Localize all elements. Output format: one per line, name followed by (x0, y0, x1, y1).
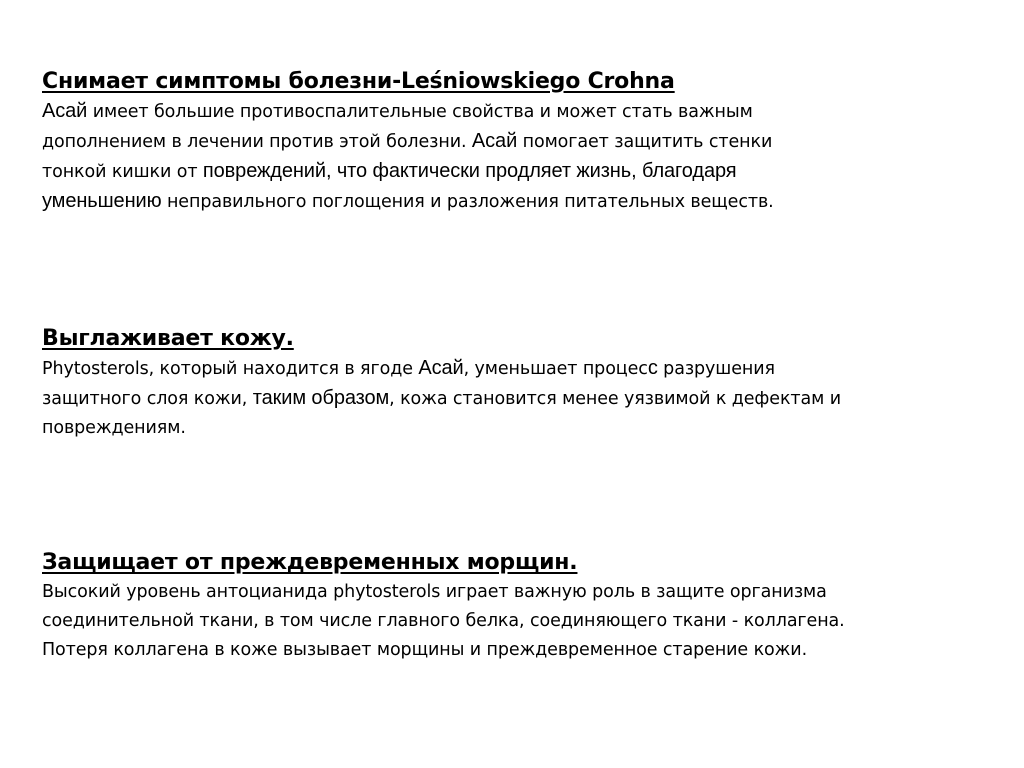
text-run: Phytosterols, который находится в ягоде (42, 359, 419, 379)
text-run: , кожа становится менее уязвимой к дефектам и (389, 389, 841, 409)
text-run: помогает защитить стенки (517, 132, 773, 152)
text-run-alt: Асай (42, 100, 88, 122)
text-run: соединительной ткани, в том числе главного белка, соединяющего ткани - коллагена. (42, 611, 845, 631)
text-run-alt: повреждений, что фактически продляет жизнь, благодаря (202, 160, 737, 182)
text-run: неправильного поглощения и разложения питательных веществ. (161, 192, 774, 212)
text-run: , уменьшает процес (463, 359, 648, 379)
section-heading: Выглаживает кожу. (42, 326, 294, 351)
text-run-alt: с (647, 357, 658, 379)
text-run-alt: таким образом (252, 387, 390, 409)
text-run: дополнением в лечении против этой болезни. (42, 132, 472, 152)
text-run: защитного слоя кожи, (42, 389, 253, 409)
text-run-alt: Асай (418, 357, 464, 379)
text-run: повреждениям. (42, 418, 186, 438)
section-heading: Защищает от преждевременных морщин. (42, 550, 578, 575)
text-run: имеет большие противоспалительные свойства и может стать важным (87, 102, 753, 122)
text-run-alt: Асай (471, 130, 518, 152)
text-run: тонкой кишки от (42, 162, 203, 182)
text-run-alt: уменьшению (42, 190, 162, 212)
text-run: Высокий уровень антоцианида phytosterols играет важную роль в защите организма (42, 582, 827, 602)
section-body (42, 354, 1002, 443)
section-wrinkles (42, 548, 1002, 665)
section-body (42, 578, 1002, 665)
section-body (42, 97, 1002, 217)
section-crohn (42, 67, 1002, 217)
section-heading: Снимает симптомы болезни-Leśniowskiego Crohna (42, 69, 675, 94)
text-run: разрушения (657, 359, 775, 379)
slide (42, 0, 1002, 768)
text-run: Потеря коллагена в коже вызывает морщины и преждевременное старение кожи. (42, 640, 808, 660)
section-skin-smoothing (42, 324, 1002, 443)
